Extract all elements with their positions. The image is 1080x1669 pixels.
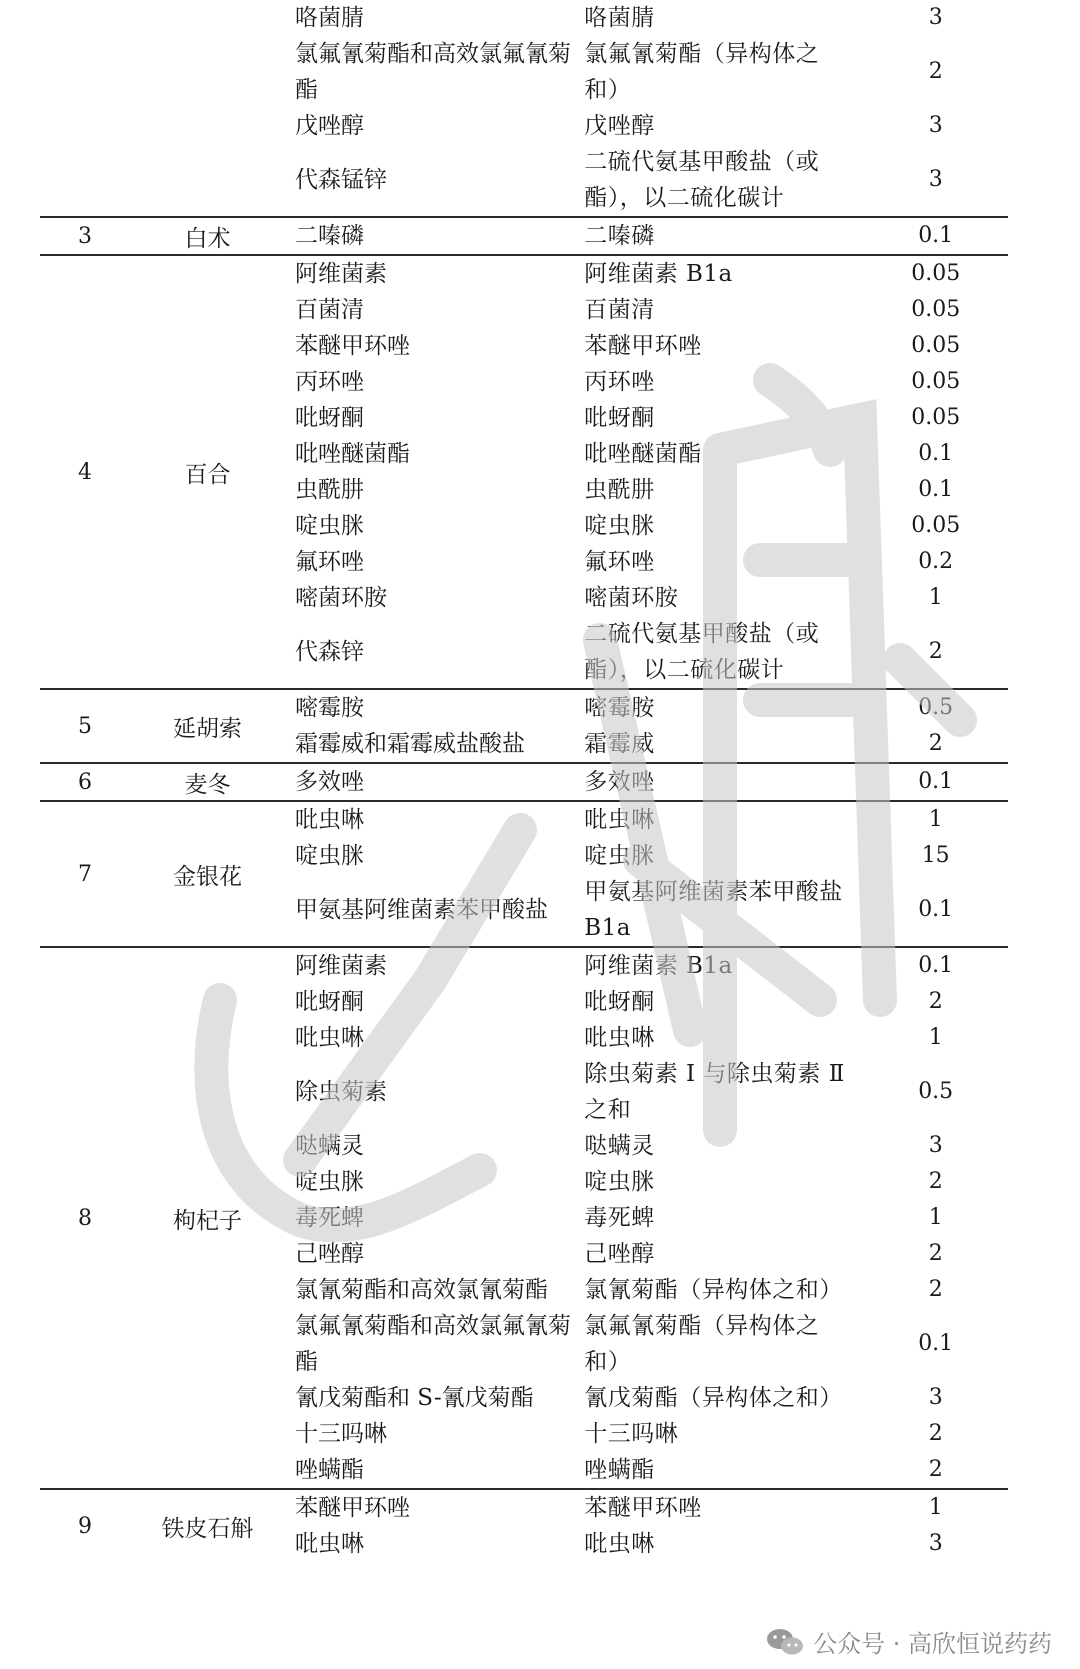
table-row (295, 984, 1008, 1020)
pesticide-name: 吡唑醚菌酯 (295, 441, 410, 467)
pesticide-name: 阿维菌素 (295, 261, 387, 287)
table-row (295, 802, 1008, 838)
pesticide-name: 啶虫脒 (295, 1169, 364, 1195)
residue-definition: 氯氟氰菊酯（异构体之和） (584, 41, 820, 103)
max-residue-limit: 0.1 (918, 477, 954, 502)
max-residue-limit: 0.05 (911, 369, 961, 394)
group-number: 6 (78, 769, 92, 795)
pesticide-name: 啶虫脒 (295, 843, 364, 869)
max-residue-limit: 3 (928, 167, 943, 192)
pesticide-name: 氟环唑 (295, 549, 364, 575)
table-row (295, 1164, 1008, 1200)
max-residue-limit: 2 (928, 989, 943, 1014)
herb-name (130, 0, 285, 216)
table-row (295, 144, 1008, 216)
pesticide-name: 代森锰锌 (295, 167, 387, 193)
herb-name: 枸杞子 (173, 1207, 242, 1234)
residue-definition: 多效唑 (584, 769, 655, 795)
max-residue-limit: 1 (928, 807, 943, 832)
residue-definition: 唑螨酯 (584, 1457, 655, 1483)
pesticide-name: 丙环唑 (295, 369, 364, 395)
residue-definition: 咯菌腈 (584, 5, 655, 31)
group-number: 4 (78, 459, 92, 485)
max-residue-limit: 0.1 (918, 223, 954, 248)
max-residue-limit: 1 (928, 1025, 943, 1050)
herb-group (40, 948, 1008, 1490)
herb-group (40, 802, 1008, 948)
table-row (295, 764, 1008, 800)
residue-definition: 氯氟氰菊酯（异构体之和） (584, 1313, 820, 1375)
pesticide-name: 甲氨基阿维菌素苯甲酸盐 (295, 897, 548, 923)
table-row (295, 292, 1008, 328)
pesticide-name: 己唑醇 (295, 1241, 364, 1267)
pesticide-name: 唑螨酯 (295, 1457, 364, 1483)
pesticide-name: 苯醚甲环唑 (295, 333, 410, 359)
pesticide-name: 阿维菌素 (295, 953, 387, 979)
table-row (295, 1236, 1008, 1272)
herb-name: 白术 (184, 225, 231, 252)
table-row (295, 472, 1008, 508)
table-row (295, 1490, 1008, 1526)
pesticide-name: 吡虫啉 (295, 1025, 364, 1051)
max-residue-limit: 2 (928, 639, 943, 664)
residue-definition: 吡虫啉 (584, 807, 655, 833)
pesticide-name: 氯氟氰菊酯和高效氯氟氰菊酯 (295, 1313, 571, 1375)
pesticide-name: 毒死蜱 (295, 1205, 364, 1231)
max-residue-limit: 2 (928, 1457, 943, 1482)
group-number: 5 (78, 713, 92, 739)
table-row (295, 838, 1008, 874)
table-row (295, 436, 1008, 472)
residue-definition: 己唑醇 (584, 1241, 655, 1267)
herb-group (40, 256, 1008, 690)
pesticide-name: 哒螨灵 (295, 1133, 364, 1159)
pesticide-name: 除虫菊素 (295, 1079, 387, 1105)
table-row (295, 36, 1008, 108)
table-row (295, 580, 1008, 616)
residue-definition: 二嗪磷 (584, 223, 655, 249)
residue-definition: 阿维菌素 B1a (584, 261, 733, 287)
group-number: 8 (78, 1205, 92, 1231)
max-residue-limit: 0.1 (918, 897, 954, 922)
table-row (295, 1272, 1008, 1308)
table-row (295, 544, 1008, 580)
max-residue-limit: 2 (928, 1241, 943, 1266)
herb-group (40, 0, 1008, 218)
table-row (295, 1056, 1008, 1128)
herb-name: 金银花 (173, 863, 242, 890)
table-row (295, 328, 1008, 364)
max-residue-limit: 0.05 (911, 333, 961, 358)
table-row (295, 508, 1008, 544)
max-residue-limit: 0.1 (918, 441, 954, 466)
table-row (295, 726, 1008, 762)
table-row (295, 1200, 1008, 1236)
max-residue-limit: 0.5 (918, 1079, 954, 1104)
max-residue-limit: 0.1 (918, 1331, 954, 1356)
max-residue-limit: 3 (928, 1531, 943, 1556)
herb-group (40, 218, 1008, 256)
residue-definition: 啶虫脒 (584, 1169, 655, 1195)
pesticide-name: 二嗪磷 (295, 223, 364, 249)
max-residue-limit: 3 (928, 113, 943, 138)
table-row (295, 1020, 1008, 1056)
max-residue-limit: 0.1 (918, 953, 954, 978)
pesticide-name: 百菌清 (295, 297, 364, 323)
max-residue-limit: 2 (928, 1169, 943, 1194)
max-residue-limit: 0.05 (911, 261, 961, 286)
max-residue-limit: 0.5 (918, 695, 954, 720)
max-residue-limit: 0.05 (911, 297, 961, 322)
residue-definition: 毒死蜱 (584, 1205, 655, 1231)
residue-definition: 嘧菌环胺 (584, 585, 679, 611)
table-row (295, 690, 1008, 726)
table-row (295, 218, 1008, 254)
table-row (295, 874, 1008, 946)
pesticide-name: 吡蚜酮 (295, 989, 364, 1015)
pesticide-name: 氰戊菊酯和 S-氰戊菊酯 (295, 1385, 534, 1411)
wechat-icon (765, 1627, 805, 1657)
residue-definition: 吡蚜酮 (584, 405, 655, 431)
residue-definition: 啶虫脒 (584, 843, 655, 869)
pesticide-name: 啶虫脒 (295, 513, 364, 539)
residue-definition: 虫酰肼 (584, 477, 655, 503)
pesticide-name: 咯菌腈 (295, 5, 364, 31)
max-residue-limit: 2 (928, 1277, 943, 1302)
table-row (295, 256, 1008, 292)
table-row (295, 0, 1008, 36)
pesticide-name: 霜霉威和霜霉威盐酸盐 (295, 731, 525, 757)
herb-name: 延胡索 (173, 715, 242, 742)
pesticide-name: 氯氟氰菊酯和高效氯氟氰菊酯 (295, 41, 571, 103)
residue-definition: 氰戊菊酯（异构体之和） (584, 1385, 843, 1411)
table-row (295, 400, 1008, 436)
max-residue-limit: 2 (928, 731, 943, 756)
pesticide-name: 氯氰菊酯和高效氯氰菊酯 (295, 1277, 548, 1303)
residue-definition: 丙环唑 (584, 369, 655, 395)
pesticide-name: 虫酰肼 (295, 477, 364, 503)
max-residue-limit: 0.05 (911, 513, 961, 538)
pesticide-name: 嘧霉胺 (295, 695, 364, 721)
residue-definition: 嘧霉胺 (584, 695, 655, 721)
group-number: 9 (78, 1513, 92, 1539)
residue-definition: 二硫代氨基甲酸盐（或酯），以二硫化碳计 (584, 621, 820, 683)
table-row (295, 1380, 1008, 1416)
residue-definition: 啶虫脒 (584, 513, 655, 539)
max-residue-limit: 3 (928, 5, 943, 30)
group-number: 3 (78, 223, 92, 249)
pesticide-name: 苯醚甲环唑 (295, 1495, 410, 1521)
table-row (295, 1416, 1008, 1452)
herb-group (40, 764, 1008, 802)
residue-definition: 甲氨基阿维菌素苯甲酸盐 B1a (584, 879, 843, 941)
group-number: 7 (78, 861, 92, 887)
table-row (295, 948, 1008, 984)
herb-group (40, 1490, 1008, 1562)
residue-definition: 氟环唑 (584, 549, 655, 575)
max-residue-limit: 0.2 (918, 549, 954, 574)
group-number (40, 0, 130, 216)
pesticide-name: 嘧菌环胺 (295, 585, 387, 611)
table-row (295, 364, 1008, 400)
pesticide-name: 代森锌 (295, 639, 364, 665)
table-row (295, 1128, 1008, 1164)
pesticide-limits-table (40, 0, 1008, 1562)
watermark-text: 公众号 · 高欣恒说药药 (813, 1630, 1052, 1658)
max-residue-limit: 3 (928, 1133, 943, 1158)
pesticide-name: 吡虫啉 (295, 1531, 364, 1557)
max-residue-limit: 15 (921, 843, 950, 868)
residue-definition: 十三吗啉 (584, 1421, 679, 1447)
residue-definition: 除虫菊素 Ⅰ 与除虫菊素 Ⅱ之和 (584, 1061, 845, 1123)
max-residue-limit: 2 (928, 59, 943, 84)
residue-definition: 戊唑醇 (584, 113, 655, 139)
max-residue-limit: 1 (928, 585, 943, 610)
max-residue-limit: 2 (928, 1421, 943, 1446)
residue-definition: 二硫代氨基甲酸盐（或酯），以二硫化碳计 (584, 149, 820, 211)
pesticide-name: 吡蚜酮 (295, 405, 364, 431)
residue-definition: 吡唑醚菌酯 (584, 441, 702, 467)
herb-name: 百合 (184, 461, 231, 488)
table-row (295, 1452, 1008, 1488)
herb-group (40, 690, 1008, 764)
herb-name: 麦冬 (184, 771, 231, 798)
table-row (295, 1526, 1008, 1562)
pesticide-name: 十三吗啉 (295, 1421, 387, 1447)
herb-name: 铁皮石斛 (161, 1515, 254, 1542)
residue-definition: 霜霉威 (584, 731, 655, 757)
max-residue-limit: 0.1 (918, 769, 954, 794)
max-residue-limit: 0.05 (911, 405, 961, 430)
table-row (295, 1308, 1008, 1380)
max-residue-limit: 1 (928, 1495, 943, 1520)
pesticide-name: 戊唑醇 (295, 113, 364, 139)
residue-definition: 氯氰菊酯（异构体之和） (584, 1277, 843, 1303)
max-residue-limit: 3 (928, 1385, 943, 1410)
residue-definition: 百菌清 (584, 297, 655, 323)
residue-definition: 吡虫啉 (584, 1531, 655, 1557)
residue-definition: 吡虫啉 (584, 1025, 655, 1051)
wechat-watermark (765, 1624, 1052, 1659)
residue-definition: 吡蚜酮 (584, 989, 655, 1015)
table-row (295, 616, 1008, 688)
pesticide-name: 吡虫啉 (295, 807, 364, 833)
residue-definition: 苯醚甲环唑 (584, 1495, 702, 1521)
table-row (295, 108, 1008, 144)
residue-definition: 阿维菌素 B1a (584, 953, 733, 979)
residue-definition: 哒螨灵 (584, 1133, 655, 1159)
max-residue-limit: 1 (928, 1205, 943, 1230)
pesticide-name: 多效唑 (295, 769, 364, 795)
residue-definition: 苯醚甲环唑 (584, 333, 702, 359)
